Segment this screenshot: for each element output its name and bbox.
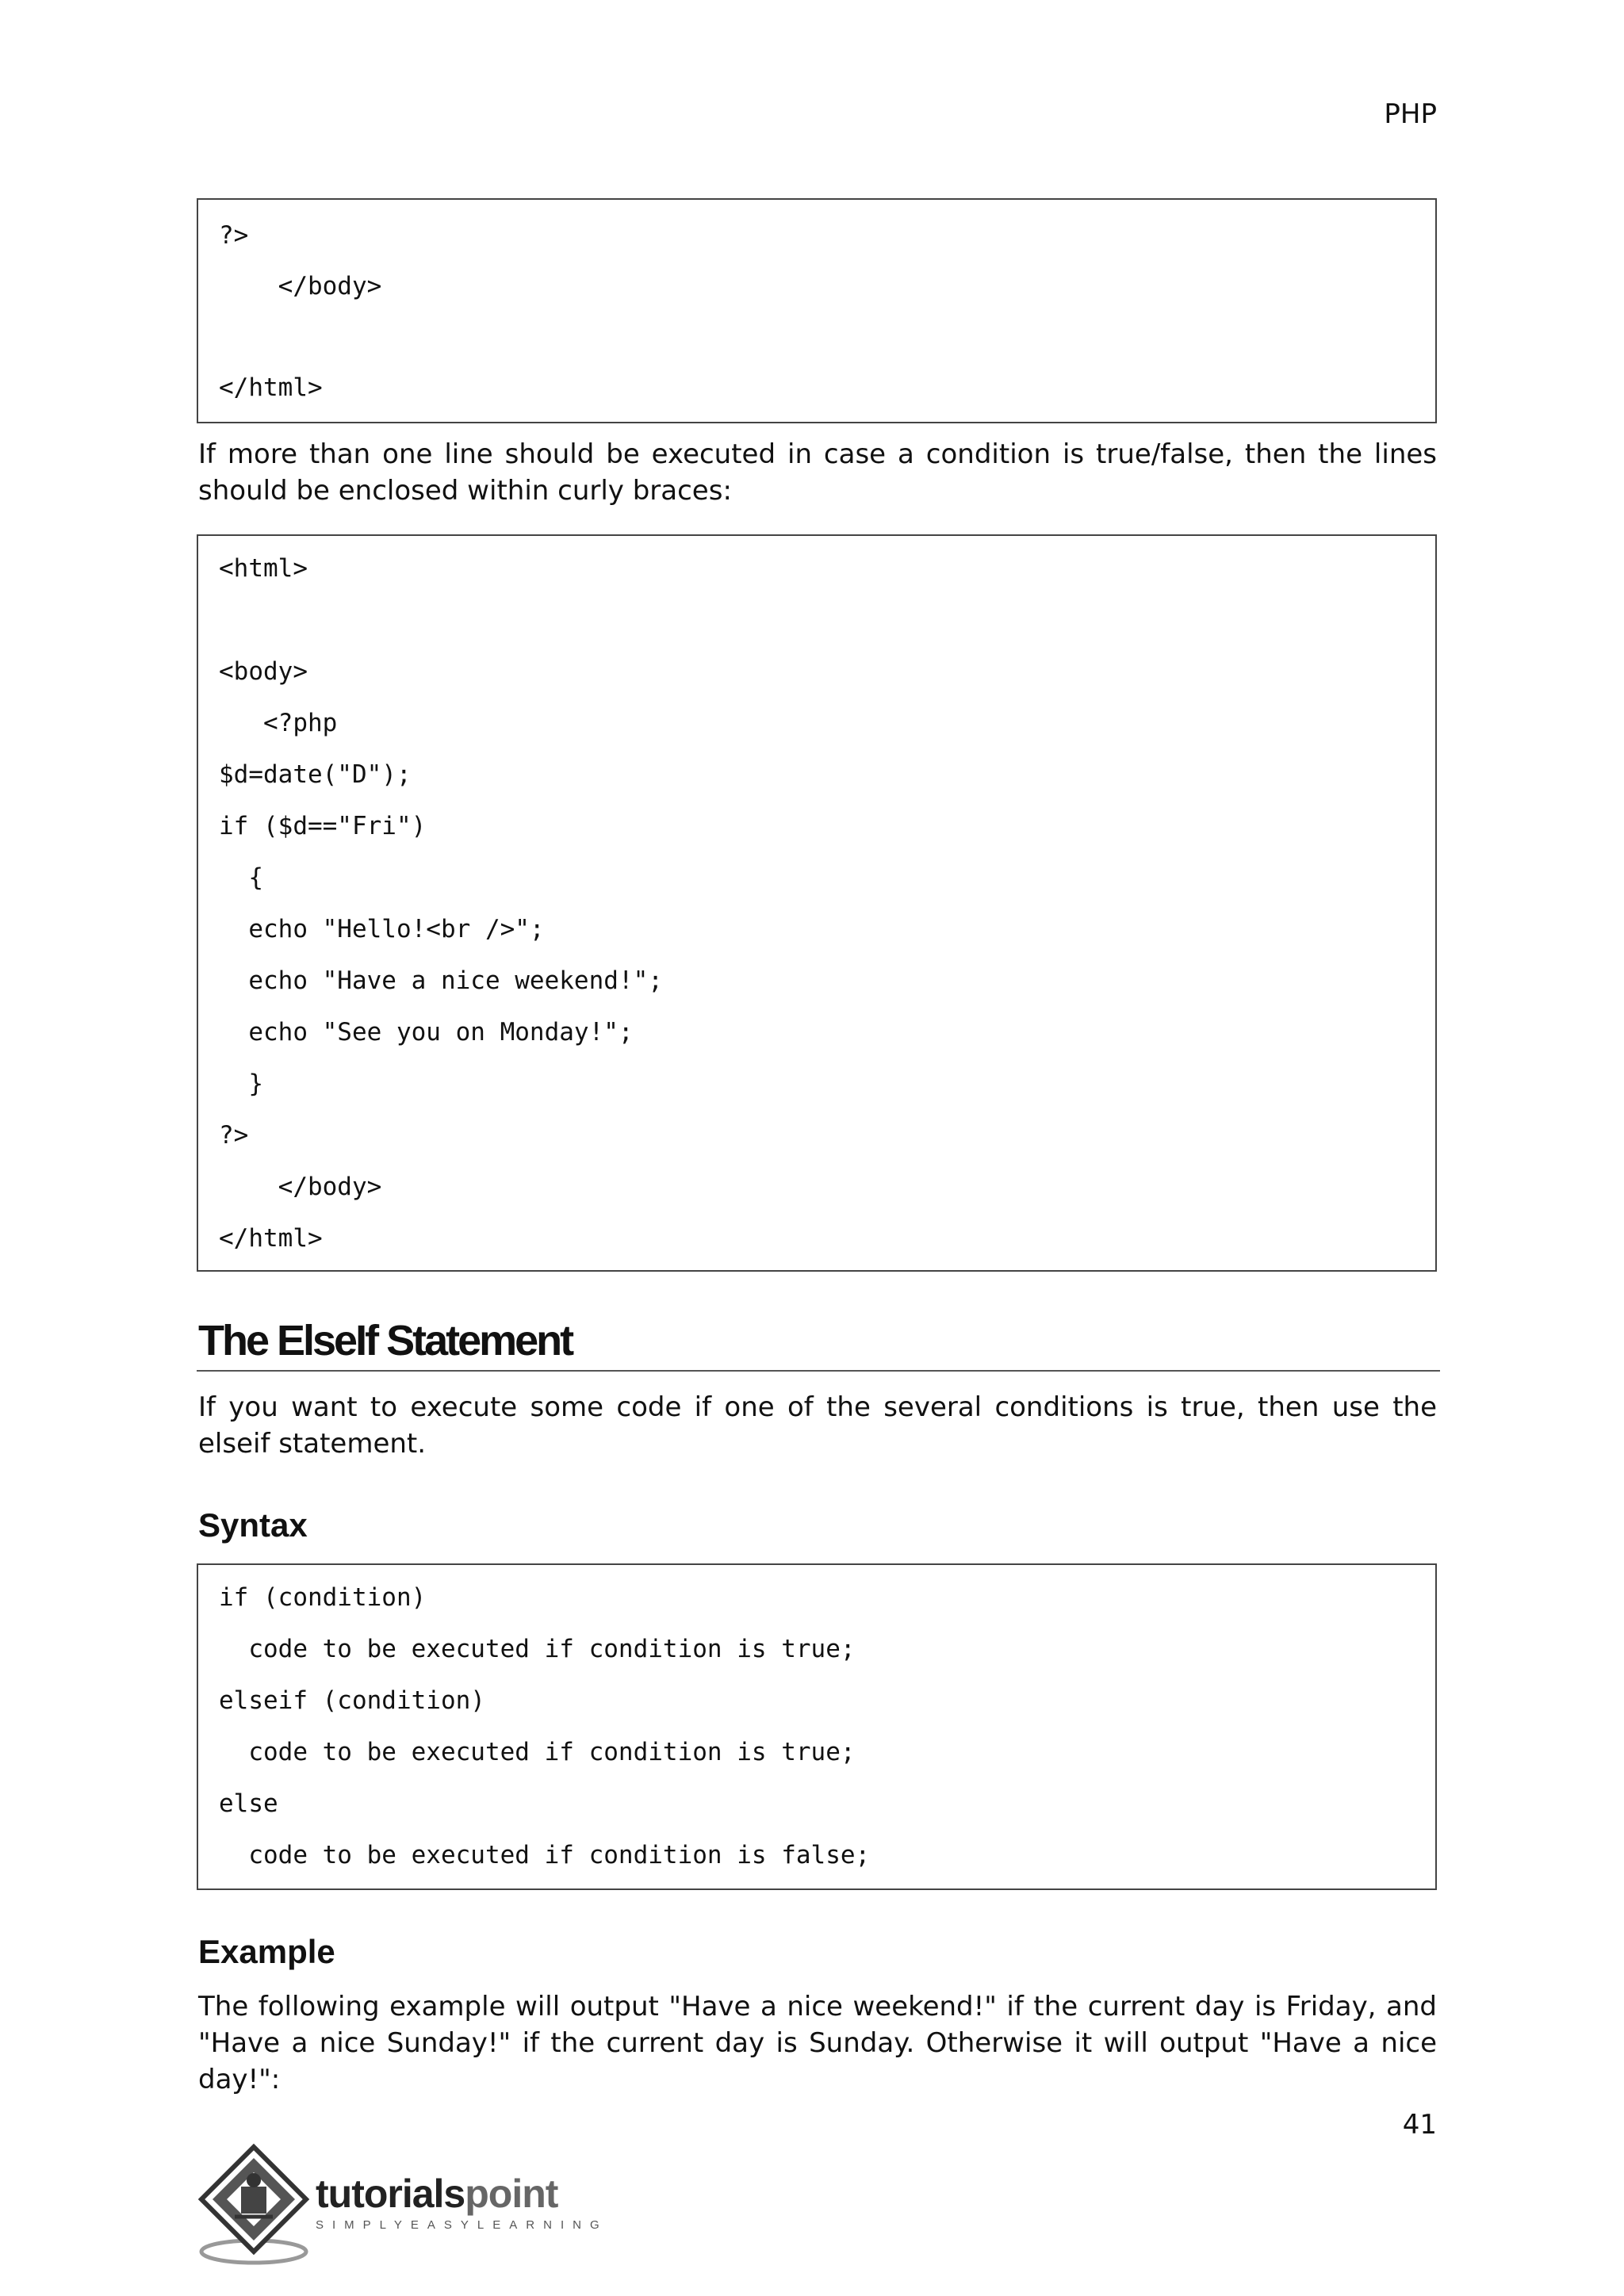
- code-line: }: [219, 1070, 263, 1098]
- paragraph-curly-braces: If more than one line should be executed in case a condition is true/false, then the lines should be enclosed within curly braces:: [198, 438, 1437, 507]
- code-line: else: [219, 1789, 278, 1818]
- paragraph-example: The following example will output "Have a nice weekend!" if the current day is Friday, and "Have a nice Sunday!" if the current day is Sunday. Otherwise it will output "Have a nice day!":: [198, 1991, 1437, 2095]
- tutorialspoint-logo: [197, 2141, 609, 2267]
- code-line: </body>: [219, 272, 382, 300]
- code-line: {: [219, 863, 263, 892]
- code-line: if (condition): [219, 1583, 427, 1612]
- example-heading: Example: [198, 1933, 335, 1970]
- logo-wordmark-part1: tutorials: [316, 2172, 465, 2216]
- section-heading-rule: [197, 1370, 1440, 1372]
- logo-wordmark-part2: point: [465, 2172, 558, 2216]
- code-block-syntax: [197, 1563, 1437, 1890]
- code-line: code to be executed if condition is false;: [219, 1841, 871, 1869]
- code-line: if ($d=="Fri"): [219, 812, 427, 840]
- code-line: </html>: [219, 373, 323, 402]
- code-line: $d=date("D");: [219, 760, 412, 789]
- code-line: code to be executed if condition is true;: [219, 1635, 856, 1663]
- syntax-heading: Syntax: [198, 1506, 308, 1544]
- code-block-1: [197, 198, 1437, 423]
- code-line: </html>: [219, 1224, 323, 1253]
- code-line: ?>: [219, 221, 249, 250]
- logo-wordmark: [316, 2171, 557, 2217]
- code-line: <?php: [219, 709, 338, 737]
- code-line: code to be executed if condition is true;: [219, 1738, 856, 1766]
- code-line: elseif (condition): [219, 1686, 485, 1715]
- running-header: PHP: [1384, 98, 1437, 130]
- page-number: 41: [1402, 2109, 1437, 2141]
- section-heading-elseif: The ElseIf Statement: [198, 1317, 573, 1364]
- code-line: ?>: [219, 1121, 249, 1150]
- code-line: echo "Have a nice weekend!";: [219, 966, 663, 995]
- logo-emblem-icon: [197, 2141, 316, 2267]
- paragraph-elseif-intro: If you want to execute some code if one of the several conditions is true, then use the elseif statement.: [198, 1391, 1437, 1460]
- code-line: <html>: [219, 554, 308, 583]
- code-block-2: [197, 534, 1437, 1272]
- code-line: echo "See you on Monday!";: [219, 1018, 634, 1047]
- code-line: <body>: [219, 657, 308, 686]
- code-line: echo "Hello!<br />";: [219, 915, 545, 943]
- code-line: </body>: [219, 1173, 382, 1201]
- logo-tagline: SIMPLYEASYLEARNING: [316, 2218, 608, 2232]
